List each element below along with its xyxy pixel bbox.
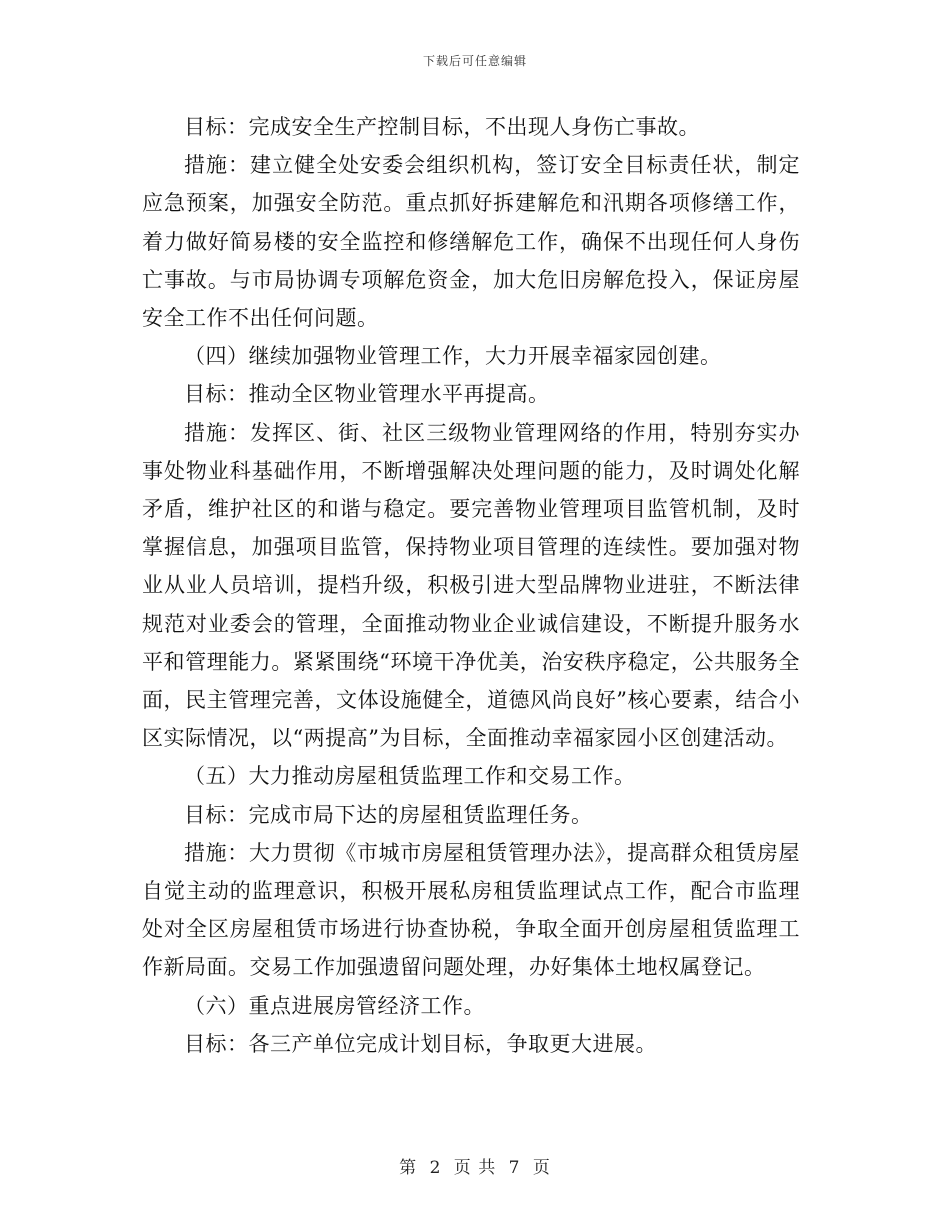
page-footer	[0, 1153, 950, 1178]
paragraph: 目标：完成市局下达的房屋租赁监理任务。	[184, 802, 593, 827]
paragraph: 目标：完成安全生产控制目标，不出现人身伤亡事故。	[184, 115, 700, 139]
page-label-mid: 页 共	[453, 1158, 497, 1178]
page-label-suffix: 页	[532, 1158, 551, 1178]
document-body	[142, 108, 800, 1063]
paragraph: 措施：发挥区、街、社区三级物业管理网络的作用，特别夯实办事处物业科基础作用，不断增强解决处理问题的能力，及时调处化解矛盾，维护社区的和谐与稳定。要完善物业管理项目监管机制，及时掌握信息，加强项目监管，保持物业项目管理的连续性。要加强对物业从业人员培训，提档升级，积极引进大型品牌物业进驻，不断法律规范对业委会的管理，全面推动物业企业诚信建设，不断提升服务水平和管理能力。紧紧围绕“环境干净优美，治安秩序稳定，公共服务全面，民主管理完善，文体设施健全，道德风尚良好”核心要素，结合小区实际情况，以“两提高”为目标，全面推动幸福家园小区创建活动。	[142, 420, 800, 751]
page-label-prefix: 第	[399, 1158, 418, 1178]
paragraph: 措施：大力贯彻《市城市房屋租赁管理办法》，提高群众租赁房屋自觉主动的监理意识，积极开展私房租赁监理试点工作，配合市监理处对全区房屋租赁市场进行协查协税，争取全面开创房屋租赁监理工作新局面。交易工作加强遗留问题处理，办好集体土地权属登记。	[142, 840, 800, 980]
section-heading: （六）重点进展房管经济工作。	[184, 993, 485, 1018]
current-page-number: 2	[429, 1158, 442, 1178]
paragraph: 措施：建立健全处安委会组织机构，签订安全目标责任状，制定应急预案，加强安全防范。重点抓好拆建解危和汛期各项修缮工作，着力做好简易楼的安全监控和修缮解危工作，确保不出现任何人身伤亡事故。与市局协调专项解危资金，加大危旧房解危投入，保证房屋安全工作不出任何问题。	[142, 153, 800, 331]
paragraph: 目标：各三产单位完成计划目标，争取更大进展。	[184, 1031, 657, 1056]
section-heading: （四）继续加强物业管理工作，大力开展幸福家园创建。	[184, 344, 722, 369]
paragraph: 目标：推动全区物业管理水平再提高。	[184, 382, 550, 407]
section-heading: （五）大力推动房屋租赁监理工作和交易工作。	[184, 764, 636, 789]
total-page-number: 7	[508, 1158, 521, 1178]
header-note: 下载后可任意编辑	[422, 54, 527, 68]
